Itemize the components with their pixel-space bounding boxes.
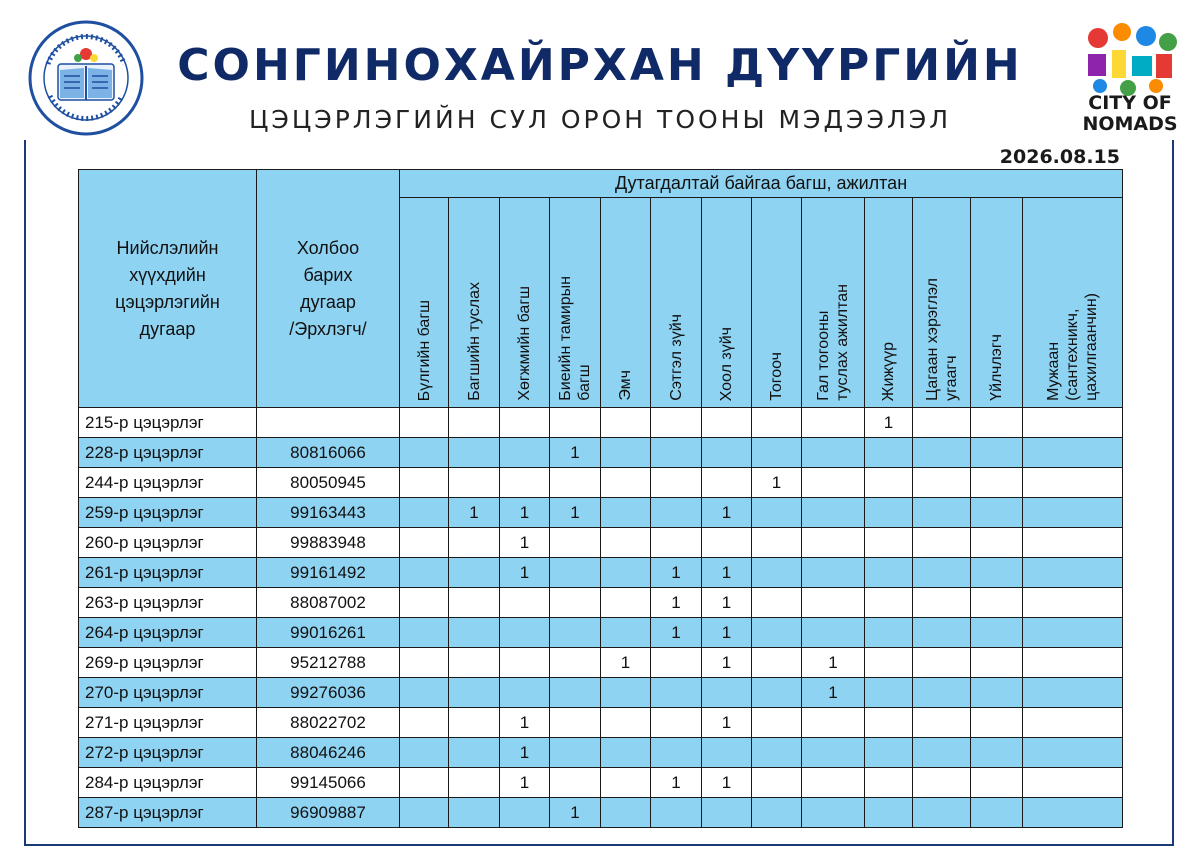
kindergarten-name-cell: 264-р цэцэрлэг [79, 618, 257, 648]
position-label [556, 268, 594, 407]
col-header-kindergarten-line: Нийслэлийн [116, 237, 219, 258]
vacancy-count-cell: 1 [500, 498, 550, 528]
vacancy-count-cell [971, 708, 1023, 738]
table-row [79, 648, 1123, 678]
col-header-kindergarten-line: цэцэрлэгийн [115, 291, 220, 312]
vacancy-count-cell [752, 558, 802, 588]
vacancy-count-cell [550, 528, 601, 558]
position-label [616, 362, 635, 407]
page-frame-left [24, 140, 26, 846]
vacancy-count-cell [400, 498, 449, 528]
position-label-line: Эмч [617, 370, 634, 401]
vacancy-count-cell [865, 468, 913, 498]
kindergarten-name-cell: 270-р цэцэрлэг [79, 678, 257, 708]
vacancy-count-cell [802, 798, 865, 828]
position-label-line: Тогооч [768, 352, 785, 401]
vacancy-count-cell [865, 798, 913, 828]
vacancy-count-cell [971, 738, 1023, 768]
vacancy-count-cell [449, 678, 500, 708]
col-header-contact-line: барих [303, 264, 353, 285]
vacancy-count-cell: 1 [702, 618, 752, 648]
vacancy-count-cell [449, 648, 500, 678]
kindergarten-name-cell: 269-р цэцэрлэг [79, 648, 257, 678]
table-row [79, 738, 1123, 768]
vacancy-count-cell [971, 768, 1023, 798]
position-label [667, 306, 686, 407]
vacancy-count-cell: 1 [702, 558, 752, 588]
col-header-contact-line: /Эрхлэгч/ [289, 318, 367, 339]
contact-phone-cell: 99883948 [257, 528, 400, 558]
vacancy-count-cell [651, 528, 702, 558]
position-label-line: Бүлгийн багш [415, 299, 433, 401]
vacancy-count-cell [400, 678, 449, 708]
col-header-position [702, 198, 752, 408]
table-row [79, 588, 1123, 618]
vacancy-count-cell [449, 558, 500, 588]
vacancy-count-cell [550, 408, 601, 438]
col-header-kindergarten-line: дугаар [139, 318, 196, 339]
col-header-contact-line: Холбоо [296, 237, 360, 258]
position-label [415, 292, 434, 407]
col-header-position [971, 198, 1023, 408]
vacancy-count-cell [865, 498, 913, 528]
vacancy-count-cell [971, 558, 1023, 588]
position-label [717, 319, 736, 407]
vacancy-count-cell [550, 588, 601, 618]
vacancy-count-cell [752, 678, 802, 708]
contact-phone-cell: 99016261 [257, 618, 400, 648]
vacancy-count-cell [913, 648, 971, 678]
vacancy-count-cell: 1 [702, 588, 752, 618]
vacancy-count-cell [1023, 498, 1123, 528]
vacancy-count-cell: 1 [702, 768, 752, 798]
vacancy-count-cell [500, 798, 550, 828]
vacancy-count-cell [601, 738, 651, 768]
vacancy-count-cell [601, 678, 651, 708]
vacancy-count-cell [802, 738, 865, 768]
vacancy-count-cell [865, 678, 913, 708]
vacancy-count-cell [802, 768, 865, 798]
vacancy-count-cell [913, 768, 971, 798]
contact-phone-cell: 80816066 [257, 438, 400, 468]
col-header-position [500, 198, 550, 408]
vacancy-count-cell [865, 588, 913, 618]
col-header-position [651, 198, 702, 408]
col-header-position [1023, 198, 1123, 408]
position-label-line: Багшийн туслах [465, 282, 483, 401]
vacancy-count-cell [913, 498, 971, 528]
vacancy-count-cell [1023, 528, 1123, 558]
vacancy-count-cell [601, 588, 651, 618]
vacancy-count-cell [651, 408, 702, 438]
kindergarten-name-cell: 272-р цэцэрлэг [79, 738, 257, 768]
vacancy-count-cell [752, 648, 802, 678]
vacancy-count-cell [752, 498, 802, 528]
position-label-line: угаагч [942, 355, 960, 401]
vacancy-count-cell [702, 678, 752, 708]
vacancy-count-cell [752, 738, 802, 768]
table-row [79, 438, 1123, 468]
vacancy-count-cell [913, 528, 971, 558]
vacancy-count-cell [802, 408, 865, 438]
kindergarten-name-cell: 228-р цэцэрлэг [79, 438, 257, 468]
table-row [79, 708, 1123, 738]
vacancy-count-cell: 1 [702, 648, 752, 678]
vacancy-count-cell [865, 768, 913, 798]
page-frame-right [1172, 140, 1174, 846]
vacancy-count-cell [913, 678, 971, 708]
col-header-position [400, 198, 449, 408]
vacancy-count-cell: 1 [500, 558, 550, 588]
vacancy-count-cell [802, 618, 865, 648]
col-header-kindergarten-line: хүүхдийн [129, 264, 206, 285]
vacancy-count-cell [971, 588, 1023, 618]
col-header-position [865, 198, 913, 408]
vacancy-count-cell [550, 738, 601, 768]
vacancy-count-cell [400, 798, 449, 828]
vacancy-count-cell [865, 648, 913, 678]
position-label [814, 276, 852, 407]
vacancy-count-cell [400, 438, 449, 468]
table-row [79, 408, 1123, 438]
position-label-line: Мужаан [1045, 341, 1063, 401]
vacancy-count-cell [752, 528, 802, 558]
vacancy-count-cell [500, 618, 550, 648]
vacancy-count-cell [802, 558, 865, 588]
vacancy-count-cell [400, 648, 449, 678]
vacancy-count-cell [802, 468, 865, 498]
vacancy-count-cell [449, 768, 500, 798]
vacancy-count-cell [913, 468, 971, 498]
vacancy-count-cell [400, 708, 449, 738]
vacancy-count-cell [971, 468, 1023, 498]
vacancy-count-cell [651, 438, 702, 468]
vacancy-count-cell [400, 618, 449, 648]
vacancy-count-cell [971, 618, 1023, 648]
vacancy-count-cell [865, 528, 913, 558]
col-header-position [449, 198, 500, 408]
vacancy-count-cell [971, 648, 1023, 678]
kindergarten-name-cell: 260-р цэцэрлэг [79, 528, 257, 558]
vacancy-count-cell [601, 618, 651, 648]
vacancy-table [78, 169, 1123, 828]
vacancy-count-cell [802, 528, 865, 558]
vacancy-count-cell [1023, 648, 1123, 678]
position-label [465, 274, 484, 407]
vacancy-count-cell [702, 408, 752, 438]
vacancy-count-cell [449, 708, 500, 738]
vacancy-count-cell [449, 798, 500, 828]
position-label [767, 344, 786, 407]
vacancy-count-cell [651, 498, 702, 528]
vacancy-count-cell [550, 648, 601, 678]
vacancy-count-cell [449, 438, 500, 468]
contact-phone-cell: 95212788 [257, 648, 400, 678]
vacancy-count-cell [500, 678, 550, 708]
vacancy-count-cell [752, 408, 802, 438]
vacancy-count-cell: 1 [865, 408, 913, 438]
contact-phone-cell [257, 408, 400, 438]
group-header-shortage: Дутагдалтай байгаа багш, ажилтан [400, 170, 1123, 198]
vacancy-count-cell [865, 618, 913, 648]
position-label-line: (сантехникч, [1064, 308, 1082, 401]
vacancy-count-cell [971, 498, 1023, 528]
kindergarten-name-cell: 259-р цэцэрлэг [79, 498, 257, 528]
table-row [79, 768, 1123, 798]
vacancy-count-cell [601, 408, 651, 438]
vacancy-count-cell [500, 438, 550, 468]
vacancy-count-cell [550, 558, 601, 588]
kindergarten-name-cell: 271-р цэцэрлэг [79, 708, 257, 738]
col-header-position [913, 198, 971, 408]
col-header-contact [257, 170, 400, 408]
vacancy-count-cell [400, 408, 449, 438]
vacancy-count-cell [400, 468, 449, 498]
vacancy-count-cell: 1 [449, 498, 500, 528]
col-header-kindergarten [79, 170, 257, 408]
vacancy-count-cell [913, 738, 971, 768]
vacancy-count-cell [601, 558, 651, 588]
vacancy-count-cell [500, 588, 550, 618]
page-title: СОНГИНОХАЙРХАН ДҮҮРГИЙН [177, 40, 1023, 91]
vacancy-count-cell [913, 558, 971, 588]
contact-phone-cell: 99276036 [257, 678, 400, 708]
vacancy-count-cell: 1 [651, 768, 702, 798]
position-label-line: Хоол зүйч [718, 326, 735, 401]
vacancy-count-cell [400, 738, 449, 768]
contact-phone-cell: 99145066 [257, 768, 400, 798]
contact-phone-cell: 88046246 [257, 738, 400, 768]
vacancy-count-cell [1023, 618, 1123, 648]
position-label [923, 270, 961, 407]
col-header-position [550, 198, 601, 408]
kindergarten-name-cell: 284-р цэцэрлэг [79, 768, 257, 798]
vacancy-count-cell [651, 708, 702, 738]
vacancy-count-cell [752, 618, 802, 648]
vacancy-count-cell [752, 708, 802, 738]
position-label [879, 334, 898, 407]
vacancy-count-cell [400, 768, 449, 798]
table-row [79, 678, 1123, 708]
vacancy-count-cell [1023, 558, 1123, 588]
vacancy-count-cell [500, 468, 550, 498]
vacancy-count-cell [651, 468, 702, 498]
vacancy-count-cell [1023, 468, 1123, 498]
vacancy-count-cell [702, 798, 752, 828]
vacancy-count-cell [1023, 588, 1123, 618]
vacancy-count-cell [449, 468, 500, 498]
vacancy-count-cell: 1 [550, 438, 601, 468]
vacancy-count-cell [601, 798, 651, 828]
vacancy-count-cell [601, 708, 651, 738]
vacancy-count-cell [802, 438, 865, 468]
vacancy-count-cell [550, 708, 601, 738]
vacancy-count-cell [752, 588, 802, 618]
vacancy-count-cell [971, 408, 1023, 438]
vacancy-count-cell [651, 678, 702, 708]
vacancy-count-cell [550, 618, 601, 648]
right-logo-line-2: NOMADS [1082, 113, 1178, 135]
vacancy-count-cell: 1 [802, 678, 865, 708]
kindergarten-name-cell: 215-р цэцэрлэг [79, 408, 257, 438]
vacancy-count-cell [802, 498, 865, 528]
vacancy-count-cell [400, 558, 449, 588]
vacancy-count-cell [449, 618, 500, 648]
vacancy-count-cell [913, 708, 971, 738]
position-label-line: Хөгжмийн багш [516, 286, 533, 401]
kindergarten-name-cell: 244-р цэцэрлэг [79, 468, 257, 498]
vacancy-count-cell [865, 438, 913, 468]
vacancy-count-cell [802, 708, 865, 738]
vacancy-count-cell: 1 [500, 738, 550, 768]
vacancy-count-cell [601, 768, 651, 798]
vacancy-count-cell [550, 678, 601, 708]
vacancy-count-cell: 1 [702, 498, 752, 528]
vacancy-count-cell [550, 768, 601, 798]
vacancy-count-cell [702, 528, 752, 558]
vacancy-count-cell [500, 648, 550, 678]
col-header-position [601, 198, 651, 408]
vacancy-count-cell [449, 738, 500, 768]
table-row [79, 468, 1123, 498]
position-label [1044, 285, 1101, 407]
vacancy-count-cell [500, 408, 550, 438]
vacancy-count-cell [1023, 438, 1123, 468]
position-label-line: туслах ажилтан [834, 284, 851, 401]
vacancy-count-cell [913, 438, 971, 468]
right-logo-text [1068, 93, 1192, 135]
position-label-line: Үйлчлэгч [988, 334, 1005, 401]
vacancy-count-cell [702, 438, 752, 468]
vacancy-count-cell [702, 738, 752, 768]
vacancy-count-cell [1023, 798, 1123, 828]
table-row [79, 618, 1123, 648]
table-row [79, 498, 1123, 528]
col-header-position [802, 198, 865, 408]
vacancy-count-cell: 1 [550, 498, 601, 528]
vacancy-count-cell [971, 438, 1023, 468]
kindergarten-name-cell: 287-р цэцэрлэг [79, 798, 257, 828]
contact-phone-cell: 88022702 [257, 708, 400, 738]
vacancy-count-cell: 1 [500, 708, 550, 738]
vacancy-count-cell [913, 588, 971, 618]
position-label-line: цахилгаанчин) [1083, 293, 1101, 401]
vacancy-count-cell: 1 [500, 528, 550, 558]
page-subtitle: ЦЭЦЭРЛЭГИЙН СУЛ ОРОН ТООНЫ МЭДЭЭЛЭЛ [248, 105, 952, 134]
vacancy-count-cell [865, 708, 913, 738]
vacancy-count-cell [971, 678, 1023, 708]
vacancy-count-cell: 1 [651, 558, 702, 588]
table-row [79, 558, 1123, 588]
vacancy-count-cell [971, 798, 1023, 828]
vacancy-count-cell [449, 588, 500, 618]
vacancy-count-cell [913, 618, 971, 648]
vacancy-count-cell [865, 558, 913, 588]
position-label-line: багш [576, 364, 593, 401]
vacancy-count-cell [550, 468, 601, 498]
vacancy-count-cell [752, 438, 802, 468]
position-label [515, 278, 534, 407]
contact-phone-cell: 80050945 [257, 468, 400, 498]
vacancy-count-cell [913, 408, 971, 438]
page-frame-bottom [24, 844, 1174, 846]
position-label [987, 326, 1006, 407]
vacancy-count-cell [1023, 738, 1123, 768]
table-row [79, 528, 1123, 558]
vacancy-count-cell [1023, 768, 1123, 798]
vacancy-count-cell [449, 528, 500, 558]
vacancy-count-cell: 1 [651, 618, 702, 648]
table-row [79, 798, 1123, 828]
vacancy-count-cell: 1 [802, 648, 865, 678]
vacancy-count-cell [1023, 678, 1123, 708]
vacancy-count-cell [601, 468, 651, 498]
vacancy-count-cell [651, 798, 702, 828]
vacancy-count-cell [400, 588, 449, 618]
vacancy-count-cell [971, 528, 1023, 558]
vacancy-count-cell [651, 648, 702, 678]
vacancy-count-cell [752, 798, 802, 828]
vacancy-count-cell [400, 528, 449, 558]
vacancy-count-cell [752, 768, 802, 798]
vacancy-count-cell [601, 498, 651, 528]
right-logo-line-1: CITY OF [1088, 92, 1172, 114]
vacancy-count-cell [802, 588, 865, 618]
contact-phone-cell: 88087002 [257, 588, 400, 618]
vacancy-count-cell: 1 [601, 648, 651, 678]
vacancy-count-cell [449, 408, 500, 438]
vacancy-count-cell [702, 468, 752, 498]
vacancy-count-cell: 1 [651, 588, 702, 618]
contact-phone-cell: 96909887 [257, 798, 400, 828]
vacancy-count-cell: 1 [702, 708, 752, 738]
col-header-position [752, 198, 802, 408]
position-label-line: Цагаан хэрэглэл [923, 278, 941, 401]
col-header-contact-line: дугаар [300, 291, 356, 312]
education-department-seal-icon [28, 20, 144, 136]
vacancy-count-cell: 1 [752, 468, 802, 498]
kindergarten-name-cell: 261-р цэцэрлэг [79, 558, 257, 588]
position-label-line: Сэтгэл зүйч [667, 314, 685, 401]
report-date: 2026.08.15 [999, 146, 1120, 168]
position-label-line: Гал тогооны [815, 310, 832, 401]
contact-phone-cell: 99161492 [257, 558, 400, 588]
vacancy-count-cell [601, 438, 651, 468]
position-label-line: Биеийн тамирын [557, 276, 574, 401]
vacancy-count-cell: 1 [500, 768, 550, 798]
vacancy-count-cell [913, 798, 971, 828]
vacancy-count-cell [1023, 408, 1123, 438]
kindergarten-name-cell: 263-р цэцэрлэг [79, 588, 257, 618]
position-label-line: Жижүүр [880, 341, 897, 401]
vacancy-count-cell [865, 738, 913, 768]
vacancy-count-cell [1023, 708, 1123, 738]
vacancy-count-cell [601, 528, 651, 558]
vacancy-count-cell: 1 [550, 798, 601, 828]
vacancy-count-cell [651, 738, 702, 768]
contact-phone-cell: 99163443 [257, 498, 400, 528]
